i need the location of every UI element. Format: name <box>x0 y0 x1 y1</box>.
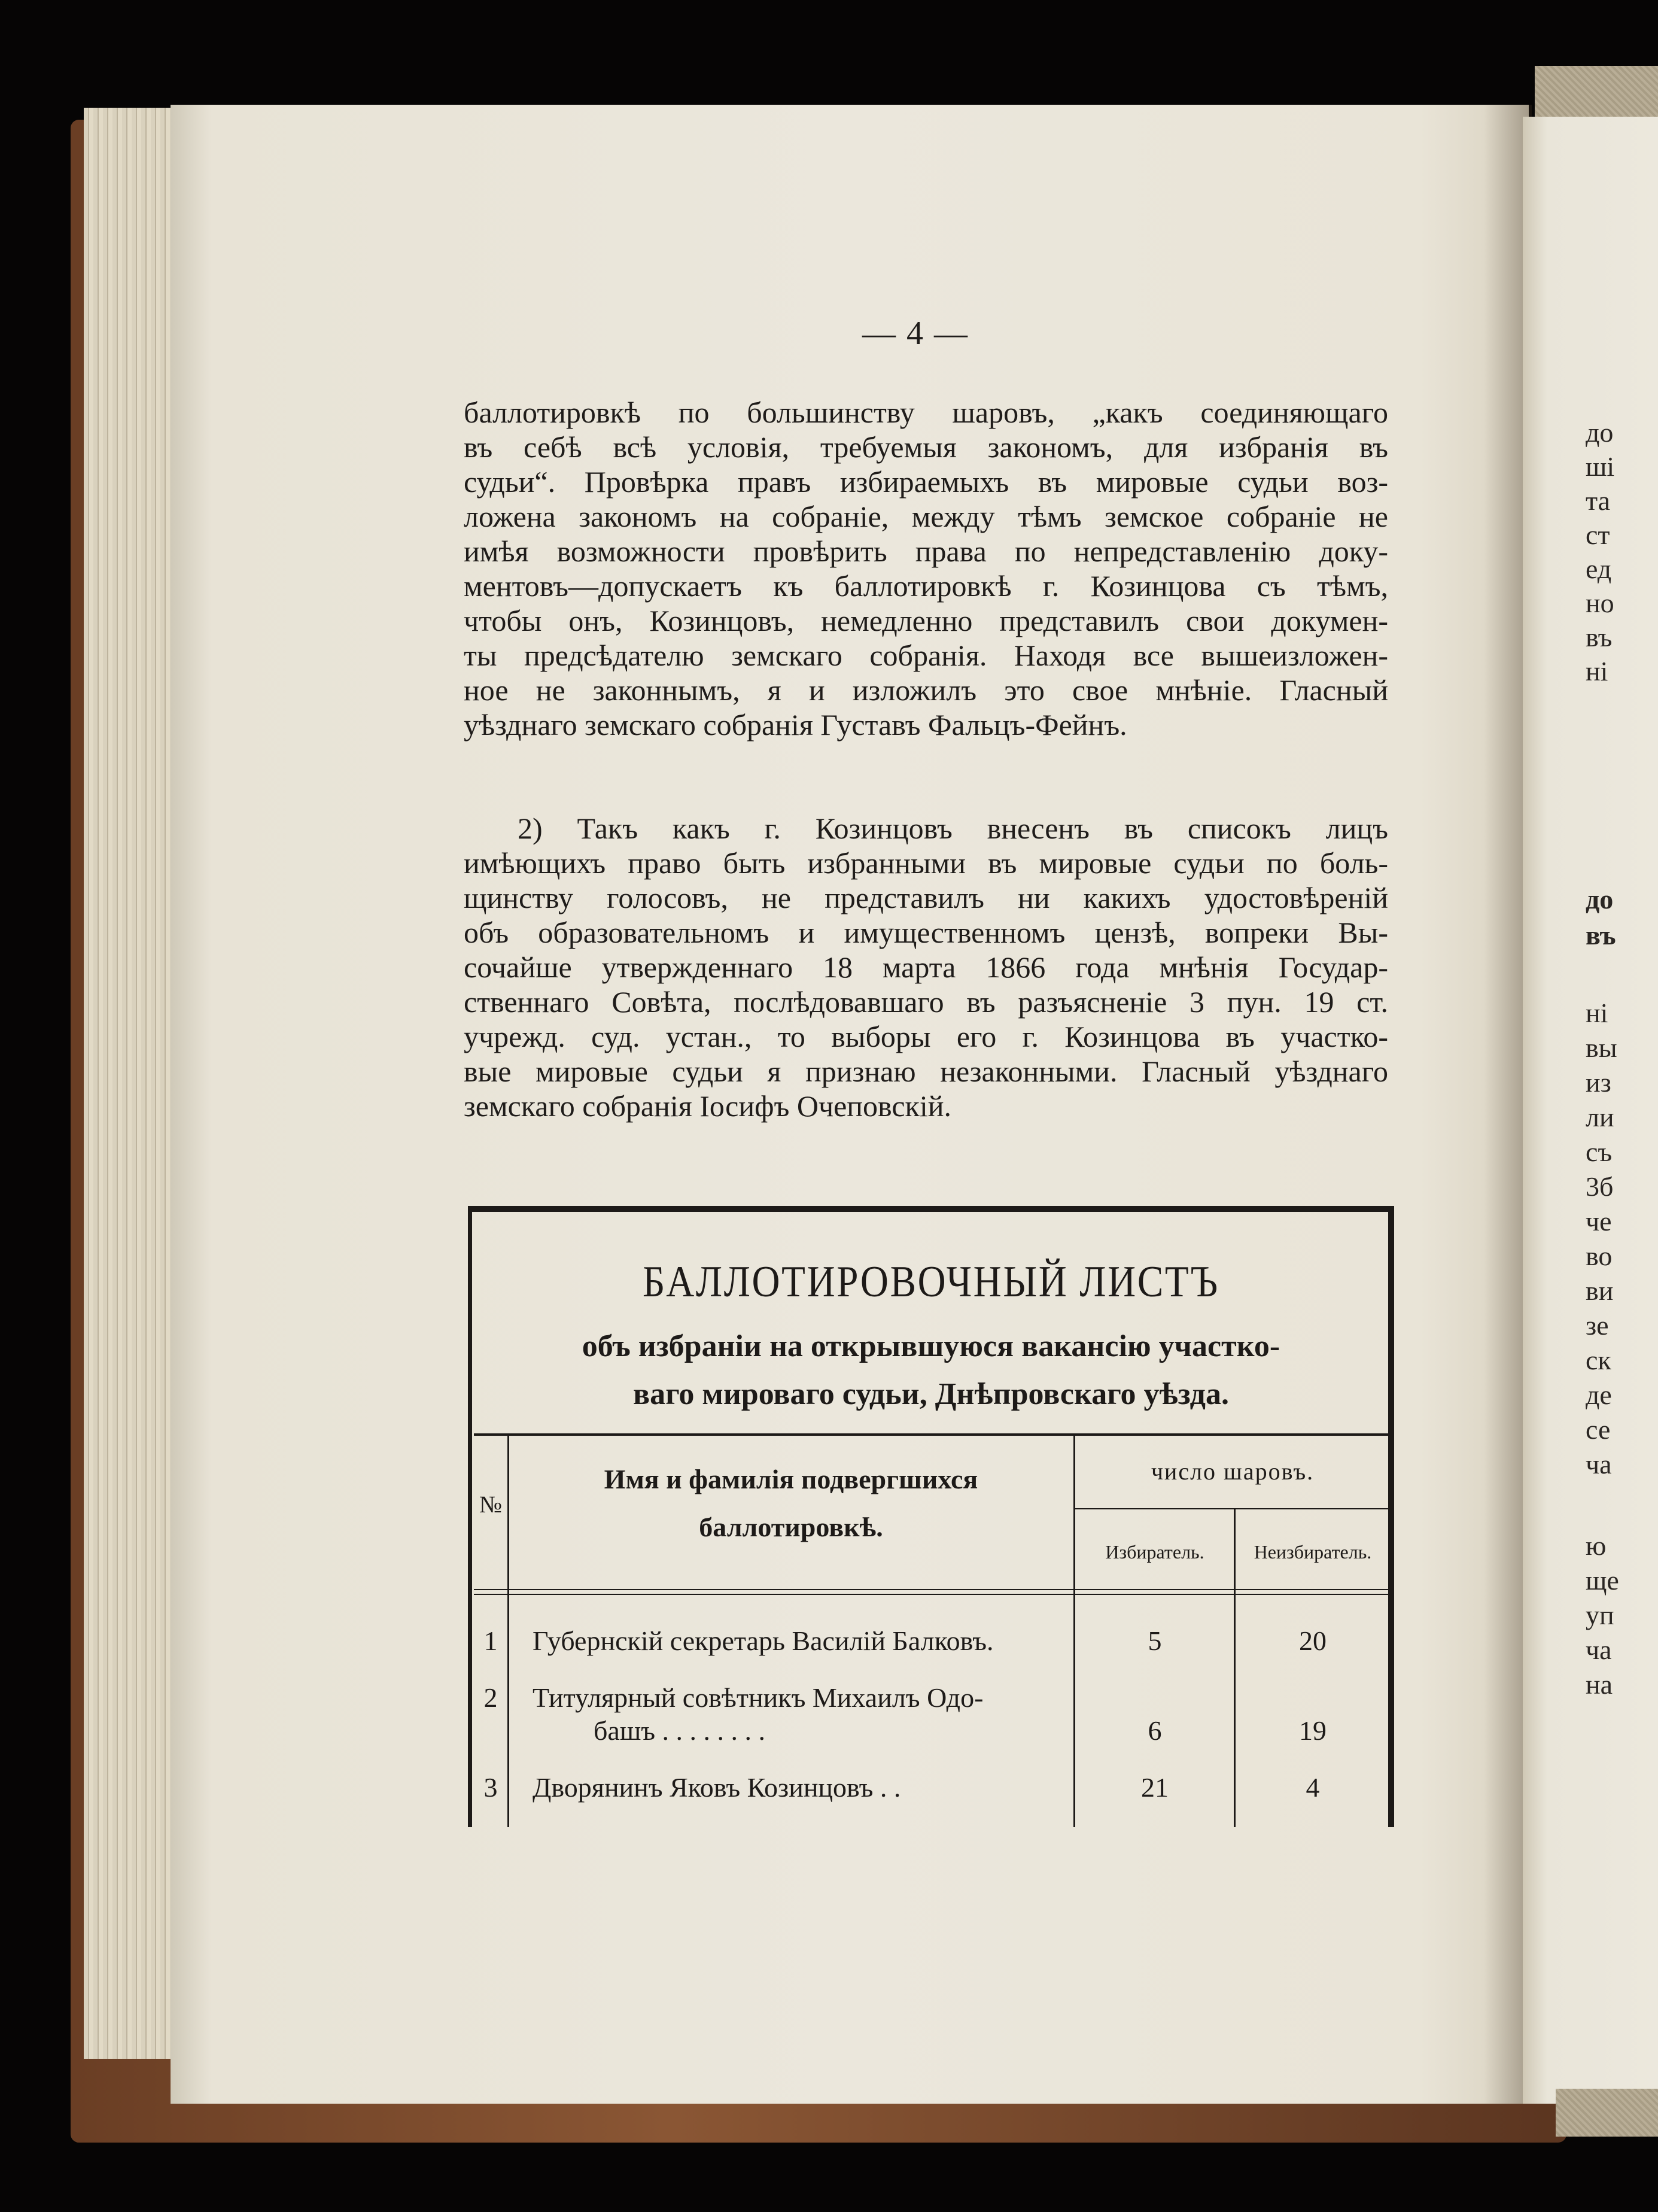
facing-page-fragment: ск <box>1586 1345 1611 1375</box>
header-name-2: баллотировкѣ. <box>699 1512 883 1542</box>
row-1-for: 5 <box>1148 1625 1162 1656</box>
row-3-number: 3 <box>483 1772 498 1803</box>
facing-page-fragment: ст <box>1586 519 1610 550</box>
row-3-for: 21 <box>1141 1772 1169 1803</box>
text-line: чтобы онъ, Козинцовъ, немедленно представилъ свои докумен- <box>464 604 1388 637</box>
facing-page-fragment: въ <box>1586 920 1616 950</box>
facing-page-fragment: зе <box>1586 1310 1609 1341</box>
text-line: баллотировкѣ по большинству шаровъ, „какъ соединяющаго <box>464 396 1388 429</box>
text-line: учрежд. суд. устан., то выборы его г. Козинцова въ участко- <box>464 1020 1388 1053</box>
text-line: уѣзднаго земскаго собранія Густавъ Фальцъ-Фейнъ. <box>464 708 1127 742</box>
text-line: земскаго собранія Іосифъ Очеповскій. <box>464 1089 951 1123</box>
facing-page-fragment: ші <box>1586 451 1615 482</box>
facing-page-fragment: ви <box>1586 1275 1614 1306</box>
text-line: имѣющихъ право быть избранными въ мировые судьи по боль- <box>464 846 1388 880</box>
row-2-name: Титулярный совѣтникъ Михаилъ Одо- <box>533 1682 984 1713</box>
text-line: ложена закономъ на собраніе, между тѣмъ земское собраніе не <box>464 500 1388 533</box>
ballot-subtitle-2: ваго мироваго судьи, Днѣпровскаго уѣзда. <box>633 1377 1229 1411</box>
facing-page-fragment: до <box>1586 884 1614 914</box>
text-line: объ образовательномъ и имущественномъ цензѣ, вопреки Вы- <box>464 916 1388 949</box>
row-2-number: 2 <box>483 1682 498 1713</box>
text-line: ты предсѣдателю земскаго собранія. Находя все вышеизложен- <box>464 639 1388 672</box>
facing-page-fragment: се <box>1586 1414 1611 1445</box>
facing-page-fragment: уп <box>1586 1600 1614 1630</box>
text-line: ментовъ—допускаетъ къ баллотировкѣ г. Козинцова съ тѣмъ, <box>464 569 1388 603</box>
ballot-title: БАЛЛОТИРОВОЧНЫЙ ЛИСТЪ <box>643 1257 1219 1306</box>
row-2-for: 6 <box>1148 1715 1162 1746</box>
header-bottom-rule <box>474 1589 1389 1590</box>
binding-cloth <box>1535 66 1658 123</box>
paragraph-1 <box>464 395 1388 742</box>
facing-page-fragment: на <box>1586 1669 1613 1700</box>
text-line: въ себѣ всѣ условія, требуемыя закономъ, для избранія въ <box>464 430 1388 464</box>
column-divider <box>1073 1436 1075 1827</box>
page-number: — 4 — <box>862 315 969 352</box>
row-1-against: 20 <box>1299 1625 1327 1656</box>
ballot-sheet <box>468 1206 1394 1827</box>
row-2-name-cont: башъ . . . . . . . . <box>594 1715 766 1746</box>
facing-page-fragment: ще <box>1586 1565 1619 1596</box>
text-line: имѣя возможности провѣрить права по непредставленію доку- <box>464 534 1388 568</box>
text-line: 2) Такъ какъ г. Козинцовъ внесенъ въ списокъ лицъ <box>518 812 1388 845</box>
header-for: Избиратель. <box>1105 1541 1204 1563</box>
ballot-border-left <box>468 1206 472 1827</box>
facing-page-fragment: до <box>1586 417 1614 448</box>
page-edges <box>84 108 174 2059</box>
facing-page-fragment: ю <box>1586 1530 1607 1561</box>
facing-page-fragment: 3б <box>1586 1171 1614 1202</box>
text-line: ное не законнымъ, я и изложилъ это свое мнѣніе. Гласный <box>464 673 1388 707</box>
facing-page-fragment: вы <box>1586 1032 1617 1063</box>
row-2-against: 19 <box>1299 1715 1327 1746</box>
row-3-name: Дворянинъ Яковъ Козинцовъ . . <box>533 1772 901 1803</box>
facing-page-fragment: ча <box>1586 1634 1612 1665</box>
header-bottom-rule <box>474 1594 1389 1595</box>
header-number: № <box>479 1491 503 1518</box>
facing-page-fragment: та <box>1586 485 1611 516</box>
facing-page-fragment: во <box>1586 1241 1613 1271</box>
facing-page-fragment: ні <box>1586 656 1608 686</box>
text-line: судьи“. Провѣрка правъ избираемыхъ въ мировые судьи воз- <box>464 465 1388 499</box>
facing-page-fragment: из <box>1586 1067 1611 1098</box>
header-against: Неизбиратель. <box>1254 1541 1372 1563</box>
row-1-name: Губернскій секретарь Василій Балковъ. <box>533 1625 994 1656</box>
facing-page-fragment: ед <box>1586 554 1612 584</box>
paragraph-2 <box>464 811 1388 1123</box>
text-line: сочайше утвержденнаго 18 марта 1866 года мнѣнія Государ- <box>464 950 1388 984</box>
table-top-rule <box>474 1433 1389 1436</box>
text-line: щинству голосовъ, не представилъ ни какихъ удостовѣреній <box>464 881 1388 914</box>
ballot-subtitle-1: объ избраніи на открывшуюся вакансію участко- <box>582 1329 1280 1363</box>
binding-cloth <box>1556 2089 1658 2137</box>
header-balls: число шаровъ. <box>1151 1458 1315 1485</box>
row-3-against: 4 <box>1306 1772 1320 1803</box>
facing-page-fragment: че <box>1586 1206 1612 1236</box>
facing-page-fragment: де <box>1586 1380 1612 1410</box>
facing-page-fragment: съ <box>1586 1137 1613 1167</box>
facing-page-fragment: но <box>1586 588 1614 618</box>
column-divider <box>1234 1508 1236 1827</box>
text-line: вые мировые судьи я признаю незаконными. Гласный уѣзднаго <box>464 1055 1388 1088</box>
facing-page-fragment: въ <box>1586 622 1613 652</box>
ballot-border-top <box>468 1206 1394 1212</box>
column-divider <box>507 1436 509 1827</box>
text-line: ственнаго Совѣта, послѣдовавшаго въ разъясненіе 3 пун. 19 ст. <box>464 985 1388 1019</box>
header-name-1: Имя и фамилія подвергшихся <box>604 1464 978 1494</box>
row-1-number: 1 <box>483 1625 498 1656</box>
balls-subheader-rule <box>1073 1508 1391 1509</box>
facing-page-fragment: ча <box>1586 1449 1612 1479</box>
facing-page-fragment: ли <box>1586 1102 1614 1132</box>
facing-page-fragment: ні <box>1586 998 1608 1028</box>
